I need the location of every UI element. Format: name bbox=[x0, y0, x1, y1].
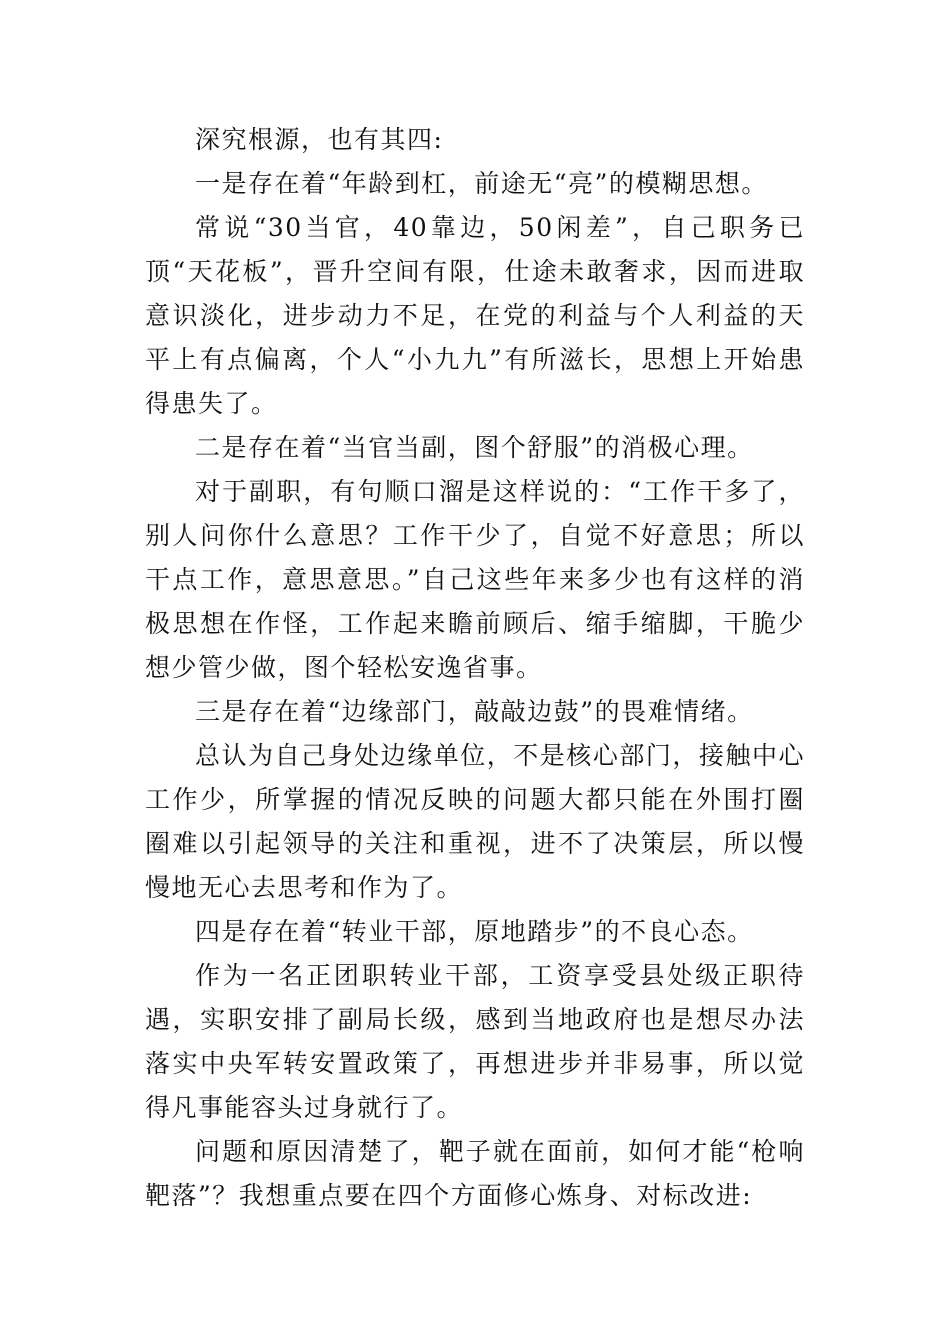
paragraph-root-causes-intro: 深究根源，也有其四: bbox=[195, 125, 444, 154]
paragraph-point-one-body: 常说“30当官，40靠边，50闲差”，自己职务已顶“天花板”，晋升空间有限，仕途未敢奢求，因而进取意识淡化，进步动力不足，在党的利益与个人利益的天平上有点偏离，个人“小九九”有所滋长，思想上开始患得患失了。 bbox=[145, 213, 805, 418]
paragraph-point-one-heading: 一是存在着“年龄到杠，前途无“亮”的模糊思想。 bbox=[195, 169, 768, 198]
paragraph-conclusion: 问题和原因清楚了，靶子就在面前，如何才能“枪响靶落”？我想重点要在四个方面修心炼身、对标改进: bbox=[145, 1137, 805, 1210]
paragraph-point-two-heading: 二是存在着“当官当副，图个舒服”的消极心理。 bbox=[195, 433, 754, 462]
document-body bbox=[145, 118, 805, 1218]
paragraph-point-three-heading: 三是存在着“边缘部门，敲敲边鼓”的畏难情绪。 bbox=[195, 697, 754, 726]
paragraph-point-two-body: 对于副职，有句顺口溜是这样说的：“工作干多了，别人问你什么意思？工作干少了，自觉不好意思；所以干点工作，意思意思。”自己这些年来多少也有这样的消极思想在作怪，工作起来瞻前顾后、缩手缩脚，干脆少想少管少做，图个轻松安逸省事。 bbox=[145, 477, 805, 682]
paragraph-point-three-body: 总认为自己身处边缘单位，不是核心部门，接触中心工作少，所掌握的情况反映的问题大都只能在外围打圈圈难以引起领导的关注和重视，进不了决策层，所以慢慢地无心去思考和作为了。 bbox=[145, 741, 805, 902]
paragraph-point-four-heading: 四是存在着“转业干部，原地踏步”的不良心态。 bbox=[195, 917, 754, 946]
paragraph-point-four-body: 作为一名正团职转业干部，工资享受县处级正职待遇，实职安排了副局长级，感到当地政府也是想尽办法落实中央军转安置政策了，再想进步并非易事，所以觉得凡事能容头过身就行了。 bbox=[145, 961, 805, 1122]
